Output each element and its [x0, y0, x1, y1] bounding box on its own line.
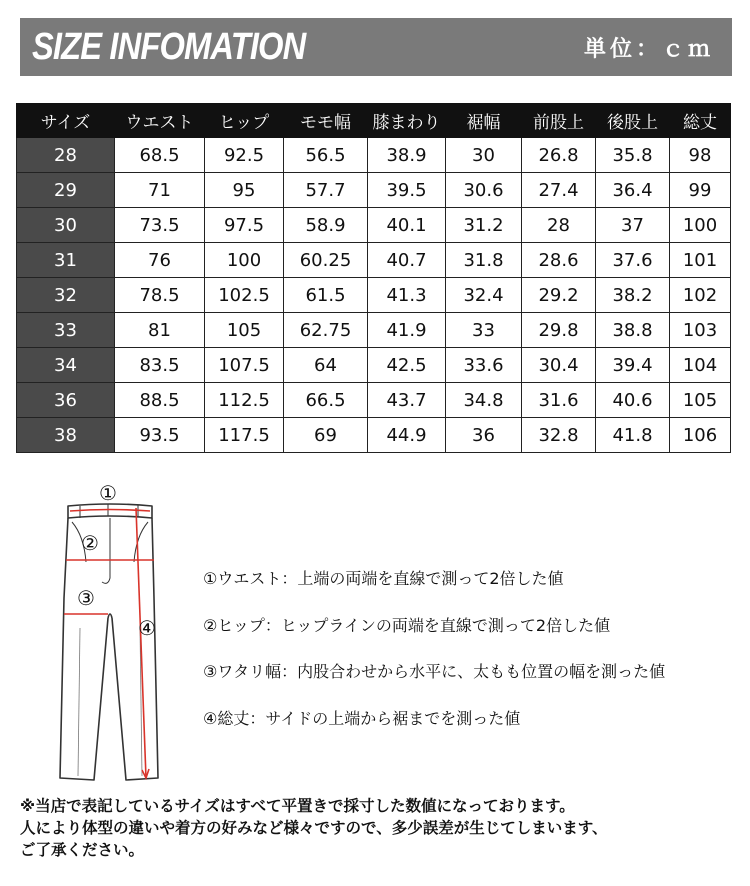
size-cell: 38	[17, 418, 115, 453]
table-cell: 107.5	[205, 348, 284, 383]
size-cell: 32	[17, 278, 115, 313]
table-cell: 41.9	[368, 313, 446, 348]
table-cell: 41.8	[596, 418, 670, 453]
table-cell: 76	[115, 243, 205, 278]
table-cell: 26.8	[522, 138, 596, 173]
table-cell: 30	[446, 138, 522, 173]
table-cell: 36	[446, 418, 522, 453]
pants-diagram	[50, 478, 180, 798]
table-cell: 104	[670, 348, 731, 383]
table-cell: 62.75	[284, 313, 368, 348]
table-cell: 100	[205, 243, 284, 278]
column-header: ウエスト	[115, 104, 205, 138]
table-row	[17, 348, 731, 383]
size-table	[16, 103, 731, 453]
size-info-banner	[20, 18, 732, 76]
table-cell: 31.6	[522, 383, 596, 418]
length-description: ④総丈：サイドの上端から裾までを測った値	[203, 709, 521, 728]
table-cell: 27.4	[522, 173, 596, 208]
marker-2: ②	[81, 531, 99, 555]
table-cell: 40.6	[596, 383, 670, 418]
table-cell: 69	[284, 418, 368, 453]
table-cell: 95	[205, 173, 284, 208]
table-cell: 39.4	[596, 348, 670, 383]
table-cell: 28.6	[522, 243, 596, 278]
table-cell: 93.5	[115, 418, 205, 453]
table-cell: 40.7	[368, 243, 446, 278]
table-cell: 37.6	[596, 243, 670, 278]
table-cell: 38.9	[368, 138, 446, 173]
size-cell: 31	[17, 243, 115, 278]
table-row	[17, 418, 731, 453]
table-cell: 81	[115, 313, 205, 348]
column-header: サイズ	[17, 104, 115, 138]
table-cell: 58.9	[284, 208, 368, 243]
table-cell: 40.1	[368, 208, 446, 243]
table-cell: 66.5	[284, 383, 368, 418]
waist-description: ①ウエスト：上端の両端を直線で測って2倍した値	[203, 569, 564, 588]
table-cell: 68.5	[115, 138, 205, 173]
note-line: ご了承ください。	[20, 841, 145, 859]
size-cell: 29	[17, 173, 115, 208]
size-cell: 36	[17, 383, 115, 418]
table-cell: 78.5	[115, 278, 205, 313]
column-header: 総丈	[670, 104, 731, 138]
table-cell: 106	[670, 418, 731, 453]
page-title: SIZE INFOMATION	[32, 25, 306, 68]
table-cell: 36.4	[596, 173, 670, 208]
table-cell: 88.5	[115, 383, 205, 418]
table-cell: 28	[522, 208, 596, 243]
column-header: 後股上	[596, 104, 670, 138]
column-header: モモ幅	[284, 104, 368, 138]
table-cell: 98	[670, 138, 731, 173]
table-cell: 57.7	[284, 173, 368, 208]
table-row	[17, 383, 731, 418]
table-cell: 34.8	[446, 383, 522, 418]
table-row	[17, 278, 731, 313]
table-cell: 42.5	[368, 348, 446, 383]
table-cell: 117.5	[205, 418, 284, 453]
hip-description: ②ヒップ：ヒップラインの両端を直線で測って2倍した値	[203, 616, 611, 635]
table-cell: 33	[446, 313, 522, 348]
table-cell: 38.8	[596, 313, 670, 348]
table-header-row	[17, 104, 731, 138]
column-header: 前股上	[522, 104, 596, 138]
column-header: 膝まわり	[368, 104, 446, 138]
size-note	[20, 795, 607, 861]
table-cell: 100	[670, 208, 731, 243]
column-header: 裾幅	[446, 104, 522, 138]
table-cell: 61.5	[284, 278, 368, 313]
table-cell: 101	[670, 243, 731, 278]
table-cell: 31.8	[446, 243, 522, 278]
table-cell: 64	[284, 348, 368, 383]
column-header: ヒップ	[205, 104, 284, 138]
thigh-description: ③ワタリ幅：内股合わせから水平に、太もも位置の幅を測った値	[203, 662, 666, 681]
table-cell: 103	[670, 313, 731, 348]
table-cell: 32.4	[446, 278, 522, 313]
size-cell: 34	[17, 348, 115, 383]
table-cell: 39.5	[368, 173, 446, 208]
note-line: ※当店で表記しているサイズはすべて平置きで採寸した数値になっております。	[20, 797, 575, 815]
table-cell: 33.6	[446, 348, 522, 383]
size-cell: 33	[17, 313, 115, 348]
table-cell: 71	[115, 173, 205, 208]
table-cell: 37	[596, 208, 670, 243]
size-cell: 28	[17, 138, 115, 173]
table-cell: 38.2	[596, 278, 670, 313]
table-cell: 99	[670, 173, 731, 208]
table-cell: 56.5	[284, 138, 368, 173]
table-cell: 29.8	[522, 313, 596, 348]
table-cell: 92.5	[205, 138, 284, 173]
table-cell: 31.2	[446, 208, 522, 243]
table-cell: 32.8	[522, 418, 596, 453]
table-cell: 112.5	[205, 383, 284, 418]
marker-4: ④	[138, 616, 156, 640]
marker-1: ①	[99, 481, 117, 505]
table-row	[17, 313, 731, 348]
table-cell: 105	[205, 313, 284, 348]
table-cell: 30.4	[522, 348, 596, 383]
table-row	[17, 243, 731, 278]
size-cell: 30	[17, 208, 115, 243]
unit-label: 単位：ｃｍ	[583, 36, 714, 62]
marker-3: ③	[77, 586, 95, 610]
table-cell: 29.2	[522, 278, 596, 313]
table-cell: 41.3	[368, 278, 446, 313]
table-cell: 60.25	[284, 243, 368, 278]
table-cell: 102.5	[205, 278, 284, 313]
table-cell: 102	[670, 278, 731, 313]
table-cell: 44.9	[368, 418, 446, 453]
table-row	[17, 173, 731, 208]
table-row	[17, 208, 731, 243]
table-cell: 83.5	[115, 348, 205, 383]
table-row	[17, 138, 731, 173]
table-cell: 73.5	[115, 208, 205, 243]
table-cell: 97.5	[205, 208, 284, 243]
table-cell: 43.7	[368, 383, 446, 418]
table-cell: 105	[670, 383, 731, 418]
table-cell: 30.6	[446, 173, 522, 208]
table-cell: 35.8	[596, 138, 670, 173]
note-line: 人により体型の違いや着方の好みなど様々ですので、多少誤差が生じてしまいます、	[20, 819, 608, 837]
